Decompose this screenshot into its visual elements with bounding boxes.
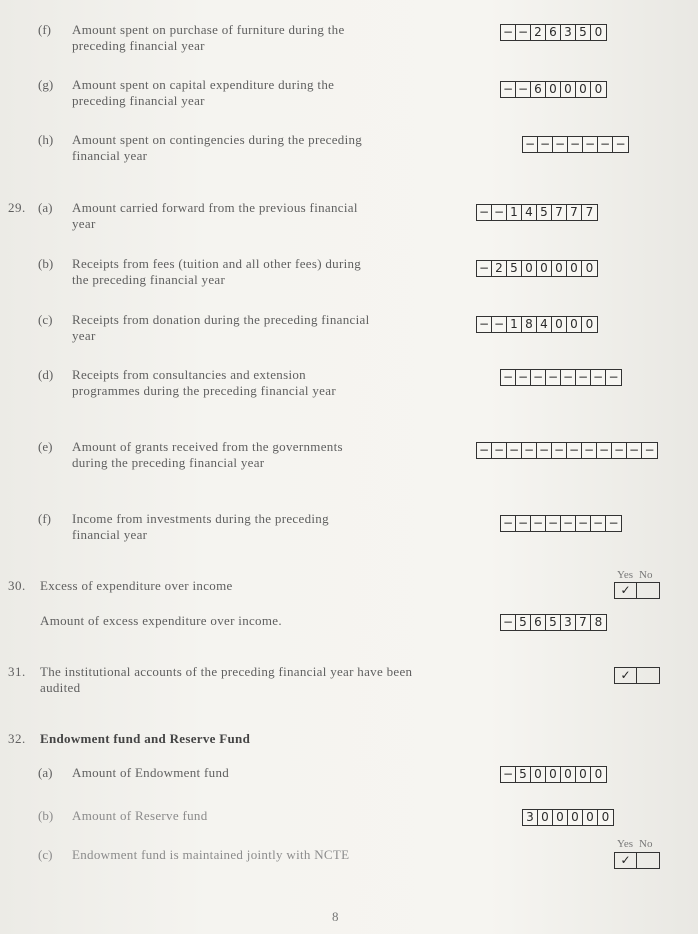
digit-box: − (591, 370, 606, 385)
digit-box: − (477, 317, 492, 332)
yes-no-labels (617, 838, 652, 850)
digit-box: − (561, 516, 576, 531)
item-text: Income from investments during the preceding financial year (72, 511, 329, 542)
digit-box: − (492, 317, 507, 332)
item-text: Amount carried forward from the previous financial year (72, 200, 358, 231)
digit-box: 6 (531, 82, 546, 97)
amount-boxes (500, 81, 607, 98)
item-text: Amount spent on purchase of furniture during the preceding financial year (72, 22, 345, 53)
digit-box: − (608, 516, 619, 530)
digit-box: − (583, 137, 598, 152)
digit-box: − (576, 516, 591, 531)
digit-box: 3 (523, 810, 538, 825)
digit-box: − (501, 615, 516, 630)
digit-box: 7 (567, 205, 582, 220)
digit-box: 0 (561, 82, 576, 97)
digit-box: − (568, 137, 583, 152)
digit-box: − (507, 443, 522, 458)
digit-box: 0 (552, 261, 567, 276)
no-label: No (639, 569, 653, 581)
digit-box: 0 (538, 810, 553, 825)
item-label: (h) (38, 132, 54, 147)
digit-box: 0 (546, 82, 561, 97)
yes-no-labels (617, 569, 652, 581)
question-number: 29. (8, 200, 26, 215)
no-label: No (639, 838, 653, 850)
digit-box: − (477, 261, 492, 276)
digit-box: 5 (516, 615, 531, 630)
digit-box: − (546, 370, 561, 385)
digit-box: − (627, 443, 642, 458)
yes-label: Yes (617, 569, 634, 581)
item-label: (f) (38, 511, 51, 526)
item-label: (a) (38, 200, 53, 215)
amount-boxes (522, 809, 614, 826)
item-label: (d) (38, 367, 54, 382)
digit-box: 5 (546, 615, 561, 630)
question-number: 31. (8, 664, 26, 679)
digit-box: 0 (585, 261, 594, 275)
digit-box: − (582, 443, 597, 458)
digit-box: 8 (594, 615, 603, 629)
digit-box: 5 (507, 261, 522, 276)
digit-box: − (552, 443, 567, 458)
item-text: Amount spent on capital expenditure during the preceding financial year (72, 77, 335, 108)
yes-label: Yes (617, 838, 634, 850)
digit-box: 7 (585, 205, 594, 219)
digit-box: − (501, 516, 516, 531)
digit-box: 7 (576, 615, 591, 630)
question-number: 32. (8, 731, 26, 746)
digit-box: 0 (552, 317, 567, 332)
yes-no-boxes[interactable] (614, 667, 660, 684)
digit-box: 0 (546, 767, 561, 782)
digit-box: 0 (522, 261, 537, 276)
digit-box: − (591, 516, 606, 531)
item-label: (a) (38, 765, 53, 780)
no-checkbox[interactable] (637, 668, 659, 683)
digit-box: − (597, 443, 612, 458)
item-text: Endowment fund is maintained jointly with NCTE (72, 847, 350, 862)
digit-box: − (516, 516, 531, 531)
digit-box: 0 (594, 82, 603, 96)
item-text: Receipts from fees (tuition and all other fees) during the preceding financial year (72, 256, 362, 287)
digit-box: − (615, 137, 626, 151)
digit-box: 8 (522, 317, 537, 332)
digit-box: − (516, 82, 531, 97)
digit-box: 0 (531, 767, 546, 782)
item-label: (f) (38, 22, 51, 37)
digit-box: 0 (576, 767, 591, 782)
yes-no-boxes[interactable] (614, 582, 660, 599)
digit-box: 3 (561, 25, 576, 40)
item-text: Receipts from donation during the preceding financial year (72, 312, 370, 343)
digit-box: 0 (568, 810, 583, 825)
digit-box: − (501, 370, 516, 385)
digit-box: − (492, 205, 507, 220)
yes-checkbox[interactable]: ✓ (615, 583, 637, 598)
amount-boxes (500, 24, 607, 41)
digit-box: − (501, 25, 516, 40)
digit-box: 0 (583, 810, 598, 825)
digit-box: 4 (522, 205, 537, 220)
amount-boxes (500, 369, 622, 386)
no-checkbox[interactable] (637, 853, 659, 868)
amount-boxes (500, 766, 607, 783)
digit-box: 5 (576, 25, 591, 40)
digit-box: − (477, 443, 492, 458)
question-text: Excess of expenditure over income (40, 578, 233, 593)
digit-box: − (644, 443, 655, 457)
digit-box: 3 (561, 615, 576, 630)
amount-boxes (476, 316, 598, 333)
digit-box: − (531, 516, 546, 531)
digit-box: 0 (561, 767, 576, 782)
item-text: Amount of excess expenditure over income. (40, 613, 282, 628)
digit-box: − (538, 137, 553, 152)
digit-box: − (546, 516, 561, 531)
digit-box: 0 (567, 261, 582, 276)
digit-box: 6 (546, 25, 561, 40)
digit-box: 4 (537, 317, 552, 332)
digit-box: 7 (552, 205, 567, 220)
digit-box: − (522, 443, 537, 458)
digit-box: − (561, 370, 576, 385)
digit-box: − (537, 443, 552, 458)
digit-box: − (501, 767, 516, 782)
digit-box: − (492, 443, 507, 458)
item-text: Amount of Endowment fund (72, 765, 230, 780)
yes-checkbox[interactable]: ✓ (615, 853, 637, 868)
yes-checkbox[interactable]: ✓ (615, 668, 637, 683)
item-text: Amount of Reserve fund (72, 808, 208, 823)
digit-box: − (523, 137, 538, 152)
amount-boxes (500, 515, 622, 532)
question-number: 30. (8, 578, 26, 593)
digit-box: − (553, 137, 568, 152)
amount-boxes (500, 614, 607, 631)
question-heading: Endowment fund and Reserve Fund (40, 731, 251, 746)
digit-box: − (516, 370, 531, 385)
amount-boxes (476, 442, 658, 459)
digit-box: − (567, 443, 582, 458)
digit-box: 6 (531, 615, 546, 630)
item-label: (c) (38, 847, 53, 862)
digit-box: 0 (585, 317, 594, 331)
item-label: (e) (38, 439, 53, 454)
digit-box: 0 (594, 767, 603, 781)
digit-box: 0 (601, 810, 610, 824)
digit-box: 0 (567, 317, 582, 332)
yes-no-boxes[interactable] (614, 852, 660, 869)
item-label: (c) (38, 312, 53, 327)
digit-box: 1 (507, 317, 522, 332)
digit-box: 2 (531, 25, 546, 40)
digit-box: 2 (492, 261, 507, 276)
item-text: Receipts from consultancies and extension programmes during the preceding financial year (72, 367, 336, 398)
digit-box: 0 (537, 261, 552, 276)
digit-box: 5 (537, 205, 552, 220)
item-text: Amount spent on contingencies during the preceding financial year (72, 132, 363, 163)
no-checkbox[interactable] (637, 583, 659, 598)
digit-box: − (501, 82, 516, 97)
digit-box: − (531, 370, 546, 385)
digit-box: − (608, 370, 619, 384)
digit-box: 5 (516, 767, 531, 782)
item-label: (b) (38, 256, 54, 271)
item-label: (b) (38, 808, 54, 823)
digit-box: − (477, 205, 492, 220)
digit-box: − (516, 25, 531, 40)
digit-box: 0 (576, 82, 591, 97)
digit-box: − (598, 137, 613, 152)
amount-boxes (476, 204, 598, 221)
digit-box: 0 (594, 25, 603, 39)
amount-boxes (476, 260, 598, 277)
question-text: The institutional accounts of the preceding financial year have been audited (40, 664, 413, 695)
digit-box: 0 (553, 810, 568, 825)
page-number: 8 (332, 909, 339, 924)
digit-box: − (576, 370, 591, 385)
amount-boxes (522, 136, 629, 153)
item-label: (g) (38, 77, 54, 92)
digit-box: − (612, 443, 627, 458)
item-text: Amount of grants received from the governments during the preceding financial year (72, 439, 343, 470)
digit-box: 1 (507, 205, 522, 220)
